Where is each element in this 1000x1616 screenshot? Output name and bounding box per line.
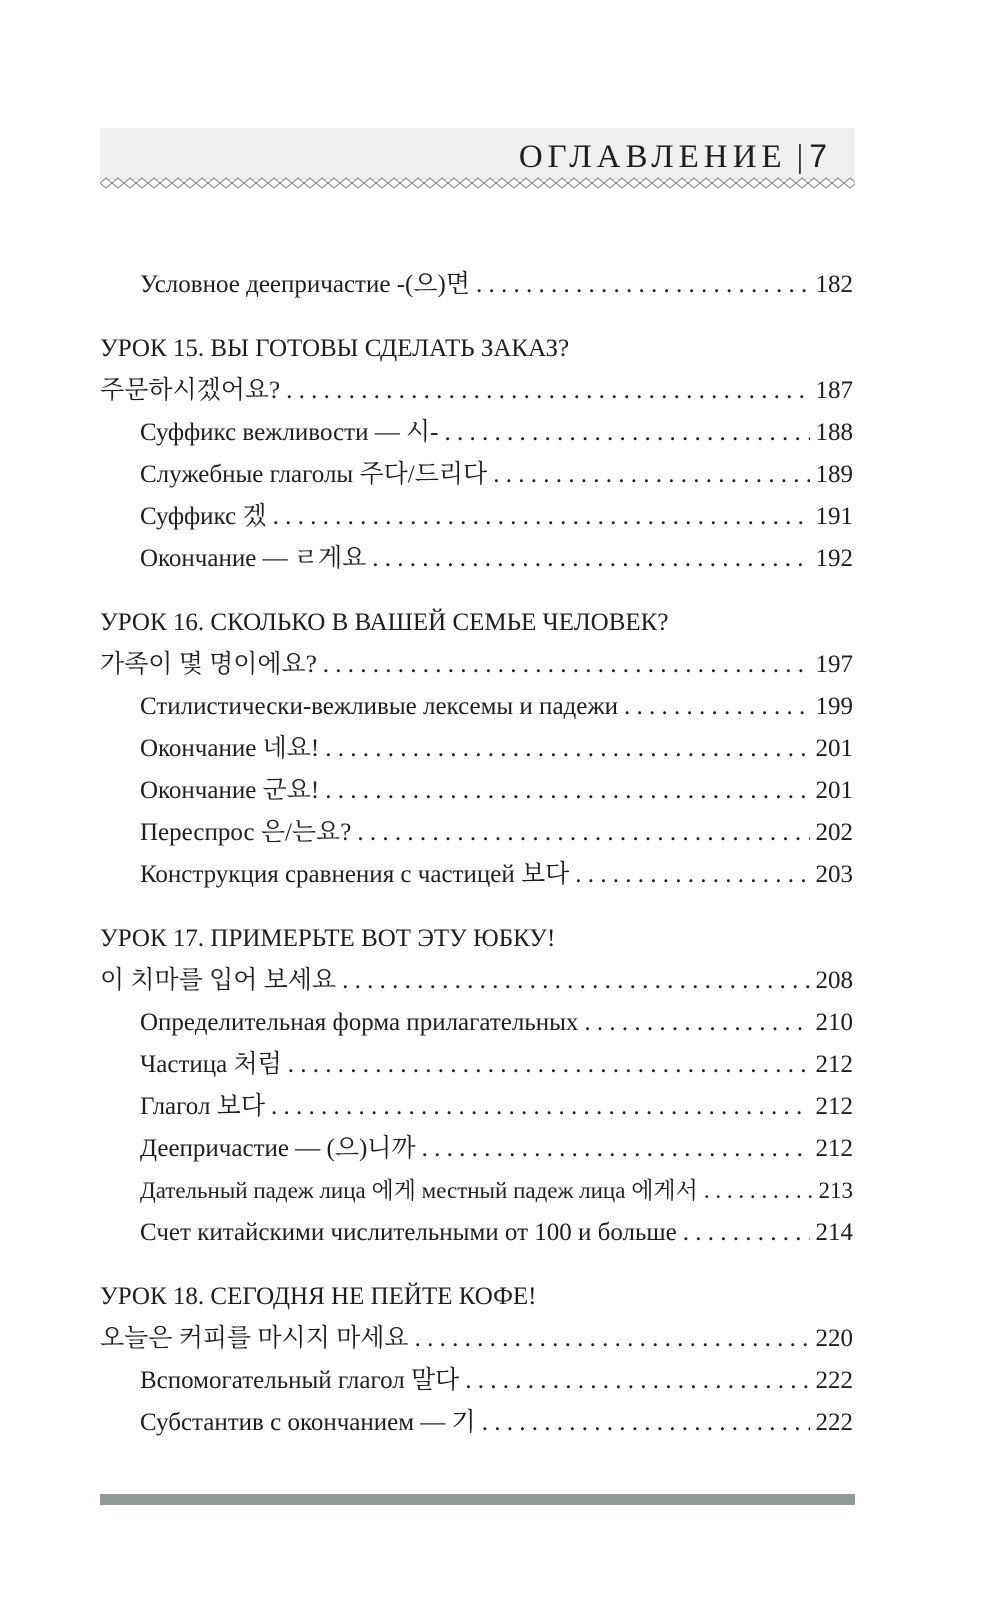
toc-entry[interactable] (100, 1002, 853, 1044)
toc-entry-page: 201 (815, 777, 853, 804)
toc-entry-page: 203 (815, 861, 853, 888)
toc-entry-page: 197 (815, 651, 853, 678)
dot-leader (325, 728, 809, 770)
table-of-contents (100, 264, 853, 1444)
toc-entry-page: 202 (815, 819, 853, 846)
toc-entry-page: 210 (815, 1009, 853, 1036)
toc-entry[interactable] (100, 812, 853, 854)
toc-entry-page: 222 (815, 1409, 853, 1436)
toc-entry-title: 오늘은 커피를 마시지 마세요 (100, 1325, 409, 1352)
toc-entry-page: 212 (815, 1135, 853, 1162)
toc-entry[interactable] (100, 454, 853, 496)
dot-leader (323, 644, 810, 686)
toc-entry-page: 214 (815, 1219, 853, 1246)
footer-rule (100, 1494, 855, 1505)
lesson-title: УРОК 16. СКОЛЬКО В ВАШЕЙ СЕМЬЕ ЧЕЛОВЕК? (100, 609, 669, 636)
dot-leader (493, 454, 809, 496)
dot-leader (575, 854, 809, 896)
toc-entry-title: Суффикс вежливости — 시- (140, 419, 439, 446)
toc-entry-title: Переспрос 은/는요? (140, 819, 352, 846)
toc-entry-title: 주문하시겠어요? (100, 377, 281, 404)
toc-entry-title: Деепричастие — (으)니까 (140, 1135, 416, 1162)
toc-entry-title: Определительная форма прилагательных (140, 1009, 579, 1036)
toc-entry[interactable] (100, 770, 853, 812)
dot-leader (271, 1086, 810, 1128)
dot-leader (357, 812, 809, 854)
toc-entry[interactable] (100, 412, 853, 454)
toc-entry[interactable] (100, 1360, 853, 1402)
dot-leader (476, 264, 810, 306)
page-number: 7 (809, 138, 827, 174)
lesson-heading (100, 1276, 853, 1318)
dot-leader (286, 370, 809, 412)
toc-entry[interactable] (100, 1128, 853, 1170)
running-head (519, 138, 827, 176)
toc-entry[interactable] (100, 264, 853, 306)
toc-entry[interactable] (100, 1044, 853, 1086)
dot-leader (704, 1170, 813, 1212)
dot-leader (444, 412, 809, 454)
toc-entry[interactable] (100, 854, 853, 896)
page-header (100, 128, 855, 180)
toc-entry-page: 199 (815, 693, 853, 720)
dot-leader (288, 1044, 810, 1086)
toc-entry-page: 208 (815, 967, 853, 994)
dot-leader (415, 1318, 810, 1360)
toc-entry-title: Суффикс 겠 (140, 503, 267, 530)
toc-entry-title: Вспомогательный глагол 말다 (140, 1367, 460, 1394)
toc-entry-title: Частица 처럼 (140, 1051, 282, 1078)
toc-entry-title: Конструкция сравнения с частицей 보다 (140, 861, 570, 888)
dot-leader (325, 770, 809, 812)
dot-leader (342, 960, 809, 1002)
lesson-heading (100, 918, 853, 960)
toc-entry-page: 222 (815, 1367, 853, 1394)
toc-entry-title: Субстантив с окончанием — 기 (140, 1409, 476, 1436)
lesson-heading (100, 602, 853, 644)
toc-entry-page: 213 (818, 1178, 853, 1203)
lesson-heading (100, 328, 853, 370)
toc-entry-page: 201 (815, 735, 853, 762)
header-ornament-border (100, 177, 855, 189)
toc-entry-title: Окончание 군요! (140, 777, 320, 804)
toc-entry[interactable] (100, 1402, 853, 1444)
toc-entry-title: Счет китайскими числительными от 100 и больше (140, 1219, 677, 1246)
toc-entry-page: 191 (815, 503, 853, 530)
running-head-separator: | (796, 139, 804, 175)
dot-leader (683, 1212, 810, 1254)
toc-entry-page: 212 (815, 1093, 853, 1120)
toc-entry-title: 가족이 몇 명이에요? (100, 651, 317, 678)
toc-entry-title: Условное деепричастие -(으)면 (140, 271, 470, 298)
dot-leader (584, 1002, 809, 1044)
toc-entry[interactable] (100, 686, 853, 728)
toc-entry-page: 187 (815, 377, 853, 404)
toc-entry[interactable] (100, 1318, 853, 1360)
toc-entry-page: 189 (815, 461, 853, 488)
toc-entry[interactable] (100, 960, 853, 1002)
lesson-title: УРОК 18. СЕГОДНЯ НЕ ПЕЙТЕ КОФЕ! (100, 1283, 537, 1310)
dot-leader (372, 538, 809, 580)
toc-entry-title: Окончание 네요! (140, 735, 320, 762)
dot-leader (465, 1360, 809, 1402)
toc-entry[interactable] (100, 538, 853, 580)
toc-entry-title: Служебные глаголы 주다/드리다 (140, 461, 488, 488)
running-head-title: ОГЛАВЛЕНИЕ (518, 139, 787, 175)
toc-entry-title: Стилистически-вежливые лексемы и падежи (140, 693, 619, 720)
dot-leader (624, 686, 809, 728)
toc-entry[interactable] (100, 496, 853, 538)
toc-entry[interactable] (100, 728, 853, 770)
toc-entry-page: 192 (815, 545, 853, 572)
toc-entry-page: 220 (815, 1325, 853, 1352)
toc-entry-title: Глагол 보다 (140, 1093, 265, 1120)
toc-entry[interactable] (100, 370, 853, 412)
toc-entry[interactable] (100, 1212, 853, 1254)
toc-entry-title: Окончание — ㄹ게요 (140, 545, 367, 572)
lesson-title: УРОК 17. ПРИМЕРЬТЕ ВОТ ЭТУ ЮБКУ! (100, 925, 556, 952)
dot-leader (273, 496, 810, 538)
toc-entry[interactable] (100, 1086, 853, 1128)
toc-entry-page: 182 (815, 271, 853, 298)
toc-entry-page: 188 (815, 419, 853, 446)
dot-leader (482, 1402, 810, 1444)
toc-entry-page: 212 (815, 1051, 853, 1078)
toc-entry[interactable] (100, 644, 853, 686)
lesson-title: УРОК 15. ВЫ ГОТОВЫ СДЕЛАТЬ ЗАКАЗ? (100, 335, 570, 362)
toc-entry-title: Дательный падеж лица 에게 местный падеж лица 에게서 (140, 1178, 698, 1203)
toc-entry-title: 이 치마를 입어 보세요 (100, 967, 337, 994)
toc-entry[interactable] (100, 1170, 853, 1212)
dot-leader (422, 1128, 810, 1170)
